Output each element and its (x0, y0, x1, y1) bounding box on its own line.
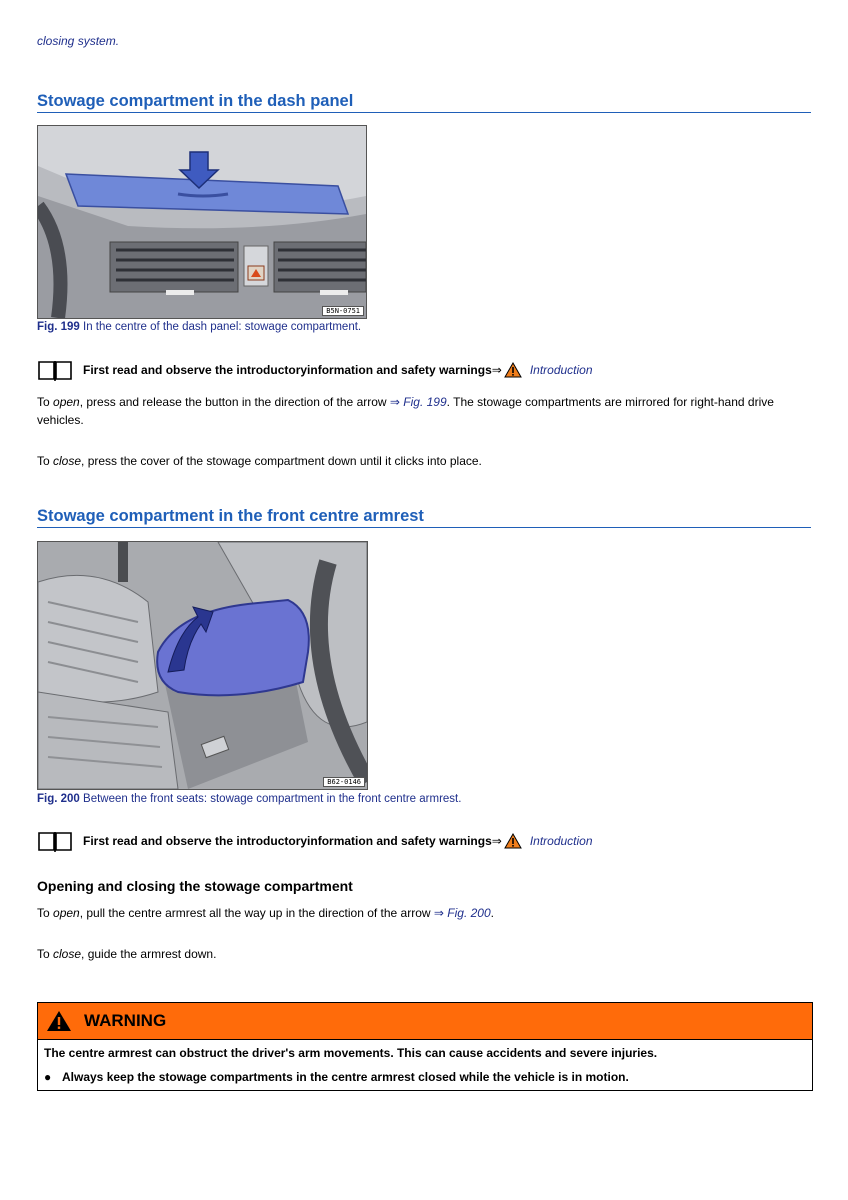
close-instruction-paragraph (37, 452, 812, 470)
emphasis: close (53, 947, 82, 961)
warning-statement: The centre armrest can obstruct the driver's arm movements. This can cause accidents and severe injuries. (44, 1046, 658, 1060)
text: To (37, 947, 54, 961)
open-instruction-paragraph (37, 904, 812, 922)
caption-text: In the centre of the dash panel: stowage compartment. (79, 321, 362, 333)
text: To (37, 906, 54, 920)
top-fragment-link[interactable]: closing system. (37, 34, 120, 48)
warning-bullet-text: Always keep the stowage compartments in the centre armrest closed while the vehicle is in motion. (62, 1070, 629, 1084)
warning-box (37, 1002, 813, 1091)
caption-text: Between the front seats: stowage compartment in the front centre armrest. (79, 793, 462, 805)
text: , press and release the button in the direction of the arrow (79, 395, 390, 409)
figure-label: Fig. 199 (37, 321, 80, 333)
figure-code-label: B5N-0751 (322, 306, 364, 316)
section-heading-dash-panel: Stowage compartment in the dash panel (37, 92, 811, 113)
open-instruction-paragraph (37, 393, 812, 429)
section-heading-armrest: Stowage compartment in the front centre armrest (37, 507, 811, 528)
armrest-illustration (38, 542, 367, 789)
warning-bullet-item (44, 1070, 806, 1084)
text: , pull the centre armrest all the way up in the direction of the arrow (79, 906, 434, 920)
text: To (37, 395, 54, 409)
warning-header (38, 1003, 812, 1040)
warning-triangle-icon (504, 833, 522, 849)
figure-199-image (37, 125, 367, 319)
intro-safety-line (37, 829, 593, 853)
intro-safety-line (37, 358, 593, 382)
figure-199-reference-link[interactable]: ⇒ Fig. 199 (389, 395, 447, 409)
figure-200-image (37, 541, 368, 790)
text: . (490, 906, 494, 920)
warning-body (38, 1040, 812, 1090)
figure-200-reference-link[interactable]: ⇒ Fig. 200 (433, 906, 491, 920)
figure-label: Fig. 200 (37, 793, 80, 805)
bullet-symbol: ● (44, 1070, 52, 1084)
introduction-link[interactable]: Introduction (529, 363, 593, 377)
emphasis: open (53, 395, 80, 409)
book-icon (37, 358, 73, 382)
intro-text: First read and observe the introductoryinformation and safety warnings (83, 834, 492, 848)
figure-199-caption (37, 321, 361, 333)
reference-arrow: ⇒ (491, 834, 502, 848)
warning-triangle-icon (504, 362, 522, 378)
dash-panel-illustration (38, 126, 366, 318)
text: , press the cover of the stowage compartment down until it clicks into place. (81, 454, 482, 468)
warning-title: WARNING (84, 1011, 167, 1030)
text: . The stowage compartments are mirrored for right-hand drive vehicles. (37, 395, 774, 427)
text: To (37, 454, 54, 468)
figure-code-label: B62-0146 (323, 777, 365, 787)
emphasis: close (53, 454, 82, 468)
intro-text: First read and observe the introductoryinformation and safety warnings (83, 363, 492, 377)
warning-triangle-icon (46, 1010, 72, 1032)
book-icon (37, 829, 73, 853)
close-instruction-paragraph (37, 945, 812, 963)
reference-arrow: ⇒ (491, 363, 502, 377)
introduction-link[interactable]: Introduction (529, 834, 593, 848)
subheading-opening-closing: Opening and closing the stowage compartment (37, 878, 353, 894)
text: , guide the armrest down. (81, 947, 217, 961)
emphasis: open (53, 906, 80, 920)
figure-200-caption (37, 793, 461, 805)
